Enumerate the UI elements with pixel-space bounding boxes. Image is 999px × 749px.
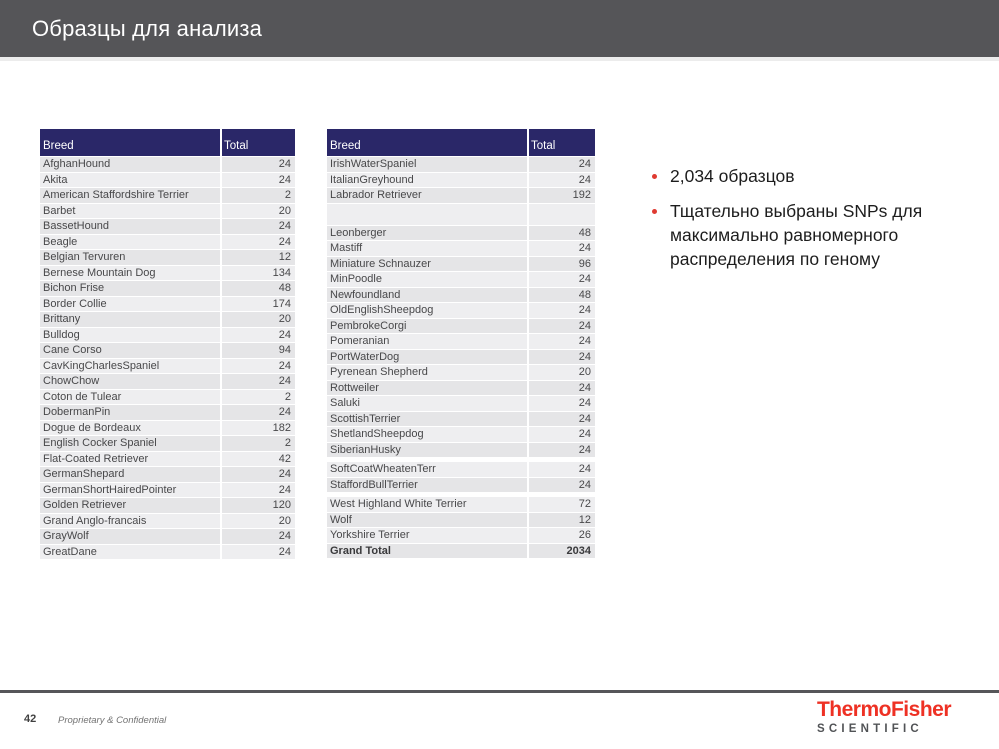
slide-title: Образцы для анализа [32, 16, 263, 41]
column-header-breed: Breed [330, 140, 361, 152]
table-row [327, 334, 595, 350]
total-cell: 42 [220, 452, 295, 467]
breed-table-left [40, 129, 295, 560]
breed-cell: MinPoodle [330, 273, 382, 285]
breed-cell: BassetHound [43, 220, 110, 232]
total-cell: 24 [527, 412, 595, 427]
breed-cell: Brittany [43, 313, 81, 325]
total-cell: 24 [527, 381, 595, 396]
total-cell: 24 [527, 478, 595, 493]
breed-cell: PembrokeCorgi [330, 319, 407, 332]
footer-divider [0, 690, 999, 693]
table-row [40, 498, 295, 514]
table-row [327, 528, 595, 544]
table-row [327, 544, 595, 560]
total-cell: 24 [527, 157, 595, 172]
table-row [40, 297, 295, 313]
total-cell: 24 [527, 319, 595, 334]
table-row [327, 319, 595, 335]
table-header-row [327, 129, 595, 157]
breed-cell: Mastiff [330, 242, 363, 254]
logo-wordmark: ThermoFisher [816, 698, 951, 721]
table-row [327, 462, 595, 478]
total-cell: 12 [527, 513, 595, 528]
total-cell: 24 [220, 374, 295, 389]
table-row [327, 396, 595, 412]
table-row [327, 365, 595, 381]
total-cell: 26 [527, 528, 595, 543]
breed-cell: GermanShortHairedPointer [43, 483, 177, 496]
table-row [327, 497, 595, 513]
total-cell: 20 [220, 204, 295, 219]
total-cell: 20 [527, 365, 595, 380]
total-cell: 120 [220, 498, 295, 513]
total-cell: 2 [220, 390, 295, 405]
table-row [40, 204, 295, 220]
table-row [40, 173, 295, 189]
table-row [327, 157, 595, 173]
total-cell: 20 [220, 312, 295, 327]
table-row [40, 545, 295, 561]
total-cell: 24 [220, 219, 295, 234]
table-row [327, 272, 595, 288]
table-row [40, 421, 295, 437]
breed-cell: GreatDane [43, 545, 97, 558]
table-row [40, 219, 295, 235]
total-cell: 24 [527, 396, 595, 411]
breed-cell: IrishWaterSpaniel [330, 158, 417, 170]
breed-cell: Rottweiler [330, 381, 379, 394]
confidential-note: Proprietary & Confidential [58, 715, 167, 726]
total-cell: 24 [527, 173, 595, 188]
total-cell: 24 [527, 462, 595, 477]
breed-cell: West Highland White Terrier [330, 498, 467, 510]
breed-cell [327, 204, 527, 225]
breed-cell: Saluki [330, 397, 360, 409]
total-cell: 20 [220, 514, 295, 529]
thermofisher-logo [817, 699, 951, 736]
total-cell: 24 [220, 359, 295, 374]
breed-cell: Pomeranian [330, 335, 390, 347]
table-row [327, 288, 595, 304]
total-cell: 24 [220, 157, 295, 172]
total-cell: 24 [527, 427, 595, 442]
breed-cell: OldEnglishSheepdog [330, 304, 434, 316]
column-header-total: Total [220, 129, 295, 156]
bullet-item [652, 199, 958, 271]
total-cell: 2 [220, 188, 295, 203]
breed-cell: SoftCoatWheatenTerr [330, 463, 436, 475]
table-row [40, 436, 295, 452]
table-row [40, 359, 295, 375]
breed-cell: Leonberger [330, 226, 387, 239]
breed-cell: Miniature Schnauzer [330, 257, 431, 270]
title-bar-divider [0, 57, 999, 61]
total-cell: 182 [220, 421, 295, 436]
breed-cell: Cane Corso [43, 344, 102, 356]
breed-cell: SiberianHusky [330, 443, 401, 456]
table-row [40, 343, 295, 359]
column-header-breed: Breed [43, 140, 74, 152]
breed-cell: GrayWolf [43, 530, 89, 542]
logo-subtitle: SCIENTIFIC [816, 723, 923, 735]
table-row [327, 412, 595, 428]
total-cell: 24 [220, 405, 295, 420]
breed-cell: Border Collie [43, 297, 107, 310]
total-cell: 134 [220, 266, 295, 281]
total-cell: 24 [220, 328, 295, 343]
total-cell: 94 [220, 343, 295, 358]
bullet-dot-icon [652, 209, 657, 214]
breed-cell: Bichon Frise [43, 282, 105, 294]
bullet-dot-icon [652, 174, 657, 179]
table-row [327, 513, 595, 529]
breed-cell: Golden Retriever [43, 499, 127, 511]
breed-cell: ScottishTerrier [330, 412, 401, 425]
table-row [327, 173, 595, 189]
total-cell: 48 [527, 226, 595, 241]
breed-cell: Barbet [43, 204, 76, 217]
total-cell: 96 [527, 257, 595, 272]
table-row [327, 381, 595, 397]
table-row [40, 281, 295, 297]
breed-table-right [327, 129, 595, 559]
slide-title-bar [0, 0, 999, 57]
total-cell: 24 [220, 235, 295, 250]
table-row [327, 188, 595, 204]
breed-cell: Coton de Tulear [43, 390, 122, 403]
total-cell: 24 [220, 483, 295, 498]
total-cell: 2 [220, 436, 295, 451]
table-row [327, 241, 595, 257]
table-row [327, 478, 595, 494]
breed-cell: Dogue de Bordeaux [43, 421, 141, 434]
total-cell: 174 [220, 297, 295, 312]
breed-cell: GermanShepard [43, 468, 125, 480]
breed-cell: Pyrenean Shepherd [330, 366, 428, 378]
total-cell: 24 [527, 443, 595, 458]
breed-cell: Newfoundland [330, 288, 401, 301]
breed-cell: AfghanHound [43, 158, 111, 170]
table-row [40, 188, 295, 204]
total-cell: 2034 [527, 544, 595, 559]
breed-cell: Bernese Mountain Dog [43, 266, 156, 279]
breed-cell: Belgian Tervuren [43, 251, 126, 263]
table-row [40, 452, 295, 468]
total-cell: 24 [220, 545, 295, 560]
table-row [40, 157, 295, 173]
page-number: 42 [24, 713, 37, 725]
breed-cell: ChowChow [43, 375, 100, 387]
total-cell: 12 [220, 250, 295, 265]
table-row [327, 257, 595, 273]
total-cell: 192 [527, 188, 595, 203]
breed-cell: Labrador Retriever [330, 189, 422, 201]
breed-cell: Flat-Coated Retriever [43, 452, 149, 465]
total-cell: 24 [527, 303, 595, 318]
table-row [40, 266, 295, 282]
breed-cell: CavKingCharlesSpaniel [43, 359, 160, 372]
table-row [40, 467, 295, 483]
total-cell: 24 [527, 350, 595, 365]
breed-cell: ShetlandSheepdog [330, 428, 424, 440]
total-cell: 24 [527, 334, 595, 349]
table-row [40, 483, 295, 499]
total-cell: 24 [527, 241, 595, 256]
breed-cell: Akita [43, 173, 68, 186]
breed-cell: Beagle [43, 235, 78, 248]
breed-cell: ItalianGreyhound [330, 173, 414, 186]
table-row [40, 250, 295, 266]
breed-cell: DobermanPin [43, 406, 111, 418]
breed-cell: American Staffordshire Terrier [43, 189, 189, 201]
table-row [327, 427, 595, 443]
total-cell: 24 [220, 467, 295, 482]
total-cell: 72 [527, 497, 595, 512]
breed-cell: Grand Anglo-francais [43, 514, 147, 527]
table-row [40, 405, 295, 421]
table-row [327, 303, 595, 319]
bullet-list [652, 164, 958, 282]
table-row [40, 529, 295, 545]
total-cell: 24 [220, 529, 295, 544]
breed-cell: Yorkshire Terrier [330, 529, 410, 541]
table-row [327, 226, 595, 242]
table-row [40, 328, 295, 344]
bullet-item [652, 164, 958, 188]
breed-cell: StaffordBullTerrier [330, 478, 418, 491]
table-row [40, 312, 295, 328]
bullet-text: Тщательно выбраны SNPs для максимально равномерного распределения по геному [670, 201, 923, 269]
breed-cell: Wolf [330, 513, 352, 526]
column-header-total: Total [527, 129, 595, 156]
total-cell: 48 [527, 288, 595, 303]
total-cell: 24 [220, 173, 295, 188]
table-row [40, 374, 295, 390]
table-row [327, 443, 595, 459]
bullet-text: 2,034 образцов [670, 166, 795, 186]
table-row-empty [327, 204, 595, 226]
table-row [40, 235, 295, 251]
total-cell [527, 204, 595, 225]
breed-cell: English Cocker Spaniel [43, 437, 157, 449]
breed-cell: Grand Total [330, 544, 391, 557]
total-cell: 24 [527, 272, 595, 287]
table-row [40, 514, 295, 530]
table-row [40, 390, 295, 406]
breed-cell: Bulldog [43, 328, 80, 341]
table-row [327, 350, 595, 366]
table-header-row [40, 129, 295, 157]
breed-cell: PortWaterDog [330, 350, 400, 363]
total-cell: 48 [220, 281, 295, 296]
